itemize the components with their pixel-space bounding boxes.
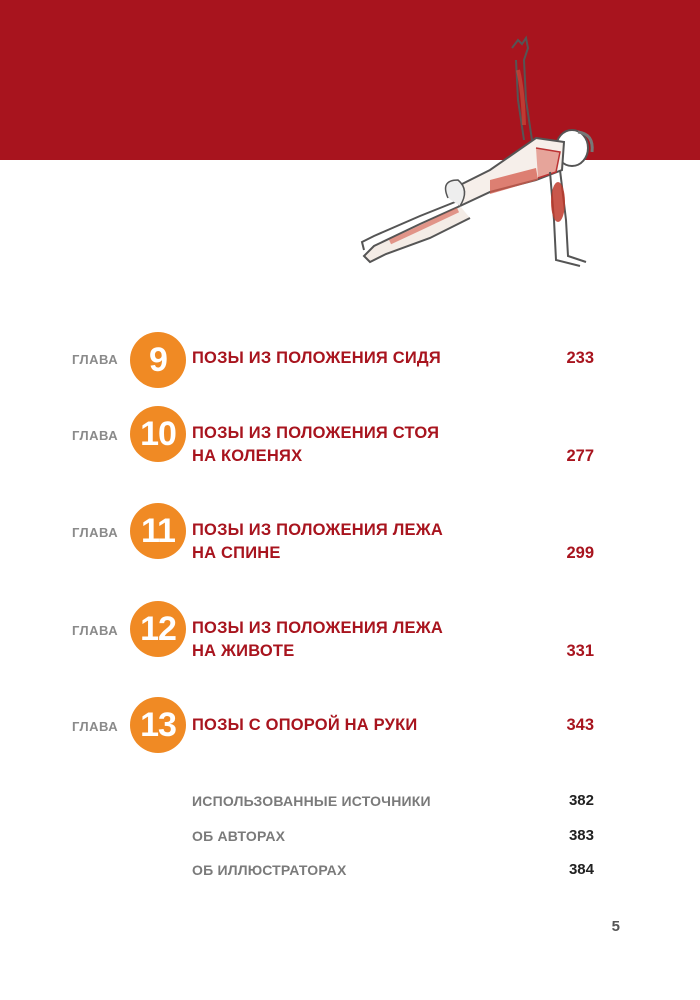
- chapter-page: 331: [566, 642, 594, 660]
- extra-title: ОБ ИЛЛЮСТРАТОРАХ: [192, 862, 347, 878]
- toc-chapter-13[interactable]: [0, 697, 700, 757]
- chapter-title: ПОЗЫ ИЗ ПОЛОЖЕНИЯ СТОЯ НА КОЛЕНЯХ: [192, 424, 440, 465]
- extra-page: 382: [568, 792, 594, 809]
- chapter-title: ПОЗЫ ИЗ ПОЛОЖЕНИЯ ЛЕЖА НА СПИНЕ: [192, 521, 443, 562]
- side-plank-anatomy-icon: [340, 30, 620, 280]
- extra-title: ИСПОЛЬЗОВАННЫЕ ИСТОЧНИКИ: [192, 793, 431, 809]
- chapter-label: ГЛАВА: [72, 719, 119, 734]
- chapter-label: ГЛАВА: [72, 428, 119, 443]
- toc-extra-illustrators[interactable]: [0, 859, 700, 883]
- chapter-label: ГЛАВА: [72, 525, 119, 540]
- toc-extra-authors[interactable]: [0, 825, 700, 849]
- chapter-label: ГЛАВА: [72, 623, 119, 638]
- chapter-title: ПОЗЫ ИЗ ПОЛОЖЕНИЯ СИДЯ: [192, 349, 441, 367]
- chapter-page: 233: [566, 349, 594, 367]
- extra-page: 383: [568, 827, 594, 844]
- toc-chapter-10[interactable]: [0, 406, 700, 466]
- chapter-number-badge: 13: [130, 697, 186, 753]
- chapter-title: ПОЗЫ ИЗ ПОЛОЖЕНИЯ ЛЕЖА НА ЖИВОТЕ: [192, 619, 443, 660]
- chapter-page: 277: [566, 447, 594, 465]
- toc-chapter-12[interactable]: [0, 601, 700, 661]
- extra-page: 384: [568, 861, 594, 878]
- chapter-number-badge: 11: [130, 503, 186, 559]
- chapter-title: ПОЗЫ С ОПОРОЙ НА РУКИ: [192, 716, 418, 734]
- chapter-page: 343: [566, 716, 594, 734]
- toc-chapter-11[interactable]: [0, 503, 700, 563]
- chapter-number-badge: 12: [130, 601, 186, 657]
- toc-extra-sources[interactable]: [0, 790, 700, 814]
- chapter-number-badge: 10: [130, 406, 186, 462]
- page-number: 5: [611, 918, 620, 935]
- chapter-label: ГЛАВА: [72, 352, 119, 367]
- chapter-page: 299: [566, 544, 594, 562]
- toc-chapter-9[interactable]: [0, 330, 700, 390]
- extra-title: ОБ АВТОРАХ: [192, 828, 286, 844]
- chapter-number-badge: 9: [130, 332, 186, 388]
